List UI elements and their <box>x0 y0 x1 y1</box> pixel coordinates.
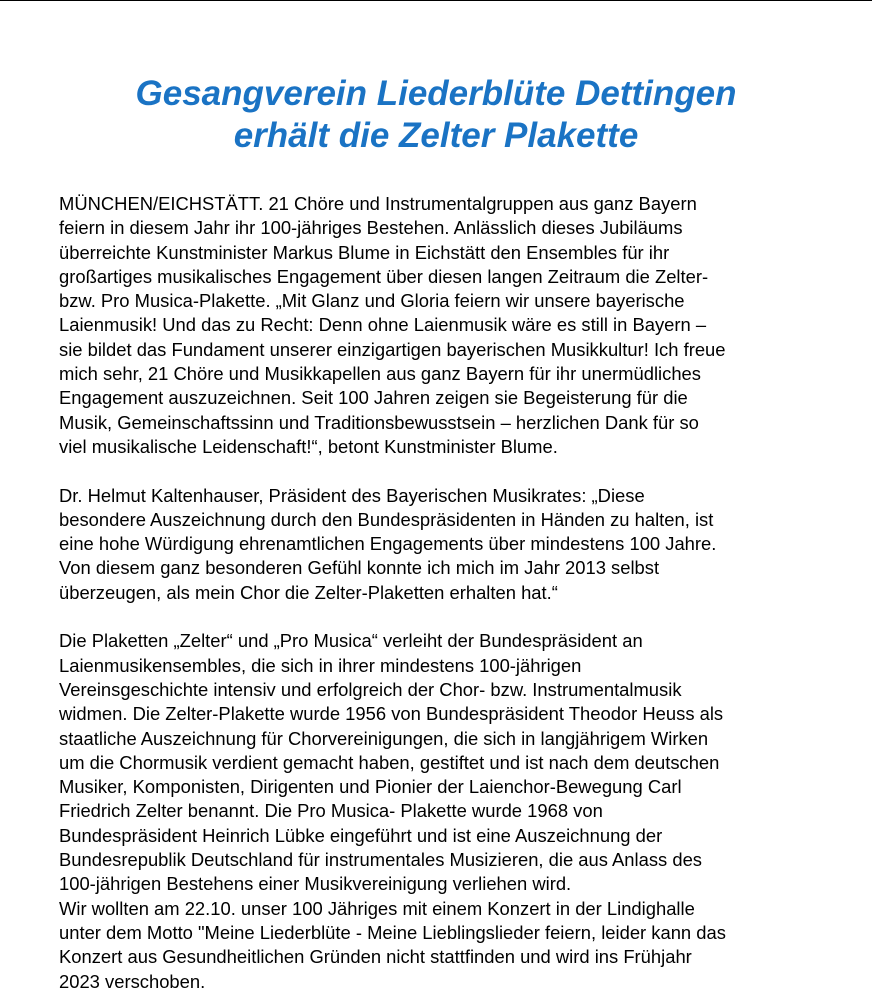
article-body <box>59 192 819 994</box>
article-title <box>0 73 872 157</box>
paragraph-concert-notice: Wir wollten am 22.10. unser 100 Jähriges mit einem Konzert in der Lindighalle unter dem Motto "Meine Liederblüte - Meine Lieblingslieder feiern, leider kann das Konzert aus Gesundheitlichen Gründen nicht stattfinden und wird ins Frühjahr 2023 verschoben. <box>59 897 726 992</box>
paragraph-intro: MÜNCHEN/EICHSTÄTT. 21 Chöre und Instrumentalgruppen aus ganz Bayern feiern in diesem Jahr ihr 100-jähriges Bestehen. Anlässlich dieses Jubiläums überreichte Kunstminister Markus Blume in Eichstätt den Ensembles für ihr großartiges musikalisches Engagement über diesen langen Zeitraum die Zelter- bzw. Pro Musica-Plakette. „Mit Glanz und Gloria feiern wir unsere bayerische Laienmusik! Und das zu Recht: Denn ohne Laienmusik wäre es still in Bayern – sie bildet das Fundament unserer einzigartigen bayerischen Musikkultur! Ich freue mich sehr, 21 Chöre und Musikkapellen aus ganz Bayern für ihr unermüdliches Engagement auszuzeichnen. Seit 100 Jahren zeigen sie Begeisterung für die Musik, Gemeinschaftssinn und Traditionsbewusstsein – herzlichen Dank für so viel musikalische Leidenschaft!“, betont Kunstminister Blume. <box>59 193 726 457</box>
article-title-line-1: Gesangverein Liederblüte Dettingen <box>135 74 737 113</box>
article-title-line-2: erhält die Zelter Plakette <box>233 116 639 155</box>
paragraph-plaketten-info: Die Plaketten „Zelter“ und „Pro Musica“ verleiht der Bundespräsident an Laienmusikensembles, die sich in ihrer mindestens 100-jährigen Vereinsgeschichte intensiv und erfolgreich der Chor- bzw. Instrumentalmusik widmen. Die Zelter-Plakette wurde 1956 von Bundespräsident Theodor Heuss als staatliche Auszeichnung für Chorvereinigungen, die sich in langjährigem Wirken um die Chormusik verdient gemacht haben, gestiftet und ist nach dem deutschen Musiker, Komponisten, Dirigenten und Pionier der Laienchor-Bewegung Carl Friedrich Zelter benannt. Die Pro Musica- Plakette wurde 1968 von Bundespräsident Heinrich Lübke eingeführt und ist eine Auszeichnung der Bundesrepublik Deutschland für instrumentales Musizieren, die aus Anlass des 100-jährigen Bestehens einer Musikvereinigung verliehen wird. <box>59 630 724 895</box>
paragraph-quote-kaltenhauser: Dr. Helmut Kaltenhauser, Präsident des Bayerischen Musikrates: „Diese besondere Auszeichnung durch den Bundespräsidenten in Händen zu halten, ist eine hohe Würdigung ehrenamtlichen Engagements über mindestens 100 Jahre. Von diesem ganz besonderen Gefühl konnte ich mich im Jahr 2013 selbst überzeugen, als mein Chor die Zelter-Plaketten erhalten hat.“ <box>59 484 717 603</box>
